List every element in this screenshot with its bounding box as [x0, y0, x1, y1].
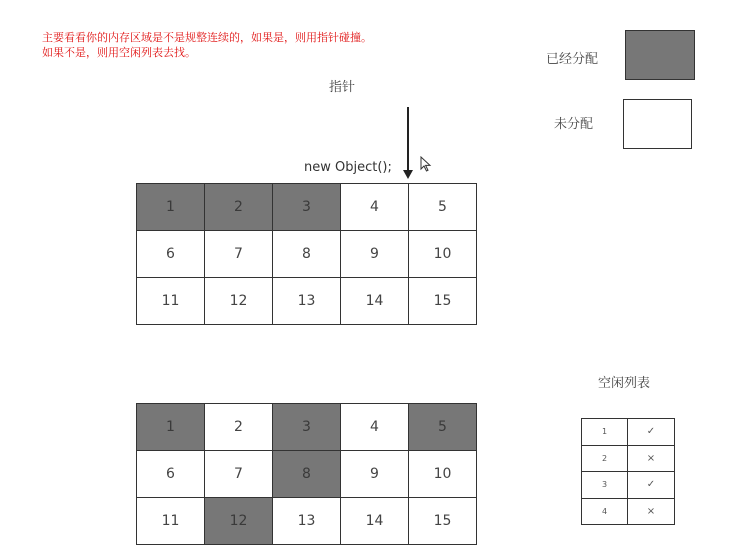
- memory-cell: 2: [205, 184, 273, 231]
- free-list-index: 2: [582, 445, 628, 472]
- memory-cell: 8: [273, 231, 341, 278]
- memory-cell: 11: [137, 498, 205, 545]
- memory-cell: 9: [341, 451, 409, 498]
- free-list-row: [582, 498, 675, 525]
- memory-cell: 2: [205, 404, 273, 451]
- memory-cell: 14: [341, 498, 409, 545]
- pointer-arrow-head: [403, 170, 413, 179]
- new-object-label: new Object();: [304, 160, 392, 175]
- free-list-table: [581, 418, 675, 525]
- pointer-arrow-line: [407, 107, 409, 173]
- legend-allocated-label: 已经分配: [546, 52, 599, 67]
- free-list-mark: ×: [628, 498, 675, 525]
- memory-cell: 13: [273, 278, 341, 325]
- legend-unallocated-swatch: [623, 99, 692, 149]
- free-list-mark: ✓: [628, 472, 675, 499]
- memory-cell: 6: [137, 451, 205, 498]
- memory-cell: 13: [273, 498, 341, 545]
- memory-cell: 10: [409, 231, 477, 278]
- memory-cell: 4: [341, 184, 409, 231]
- note-line-1: 主要看看你的内存区域是不是规整连续的，如果是，则用指针碰撞。: [42, 31, 372, 44]
- memory-cell: 7: [205, 231, 273, 278]
- memory-cell: 1: [137, 184, 205, 231]
- free-list-row: [582, 445, 675, 472]
- free-list-row: [582, 472, 675, 499]
- memory-cell: 15: [409, 498, 477, 545]
- pointer-label: 指针: [329, 80, 356, 95]
- memory-cell: 7: [205, 451, 273, 498]
- free-list-index: 1: [582, 419, 628, 446]
- free-list-mark: ✓: [628, 419, 675, 446]
- memory-cell: 3: [273, 404, 341, 451]
- memory-cell: 15: [409, 278, 477, 325]
- memory-cell: 11: [137, 278, 205, 325]
- memory-grid-fragmented: [136, 403, 477, 545]
- memory-cell: 12: [205, 498, 273, 545]
- memory-cell: 3: [273, 184, 341, 231]
- memory-cell: 9: [341, 231, 409, 278]
- memory-cell: 1: [137, 404, 205, 451]
- memory-cell: 14: [341, 278, 409, 325]
- legend-allocated-swatch: [625, 30, 695, 80]
- memory-cell: 8: [273, 451, 341, 498]
- free-list-title: 空闲列表: [598, 376, 651, 391]
- free-list-row: [582, 419, 675, 446]
- memory-cell: 5: [409, 184, 477, 231]
- note-line-2: 如果不是，则用空闲列表去找。: [42, 46, 196, 59]
- free-list-mark: ×: [628, 445, 675, 472]
- memory-grid-contiguous: [136, 183, 477, 325]
- free-list-index: 3: [582, 472, 628, 499]
- memory-cell: 4: [341, 404, 409, 451]
- memory-cell: 10: [409, 451, 477, 498]
- legend-unallocated-label: 未分配: [554, 117, 594, 132]
- memory-cell: 5: [409, 404, 477, 451]
- mouse-cursor-icon: [420, 156, 432, 172]
- memory-cell: 6: [137, 231, 205, 278]
- memory-cell: 12: [205, 278, 273, 325]
- free-list-index: 4: [582, 498, 628, 525]
